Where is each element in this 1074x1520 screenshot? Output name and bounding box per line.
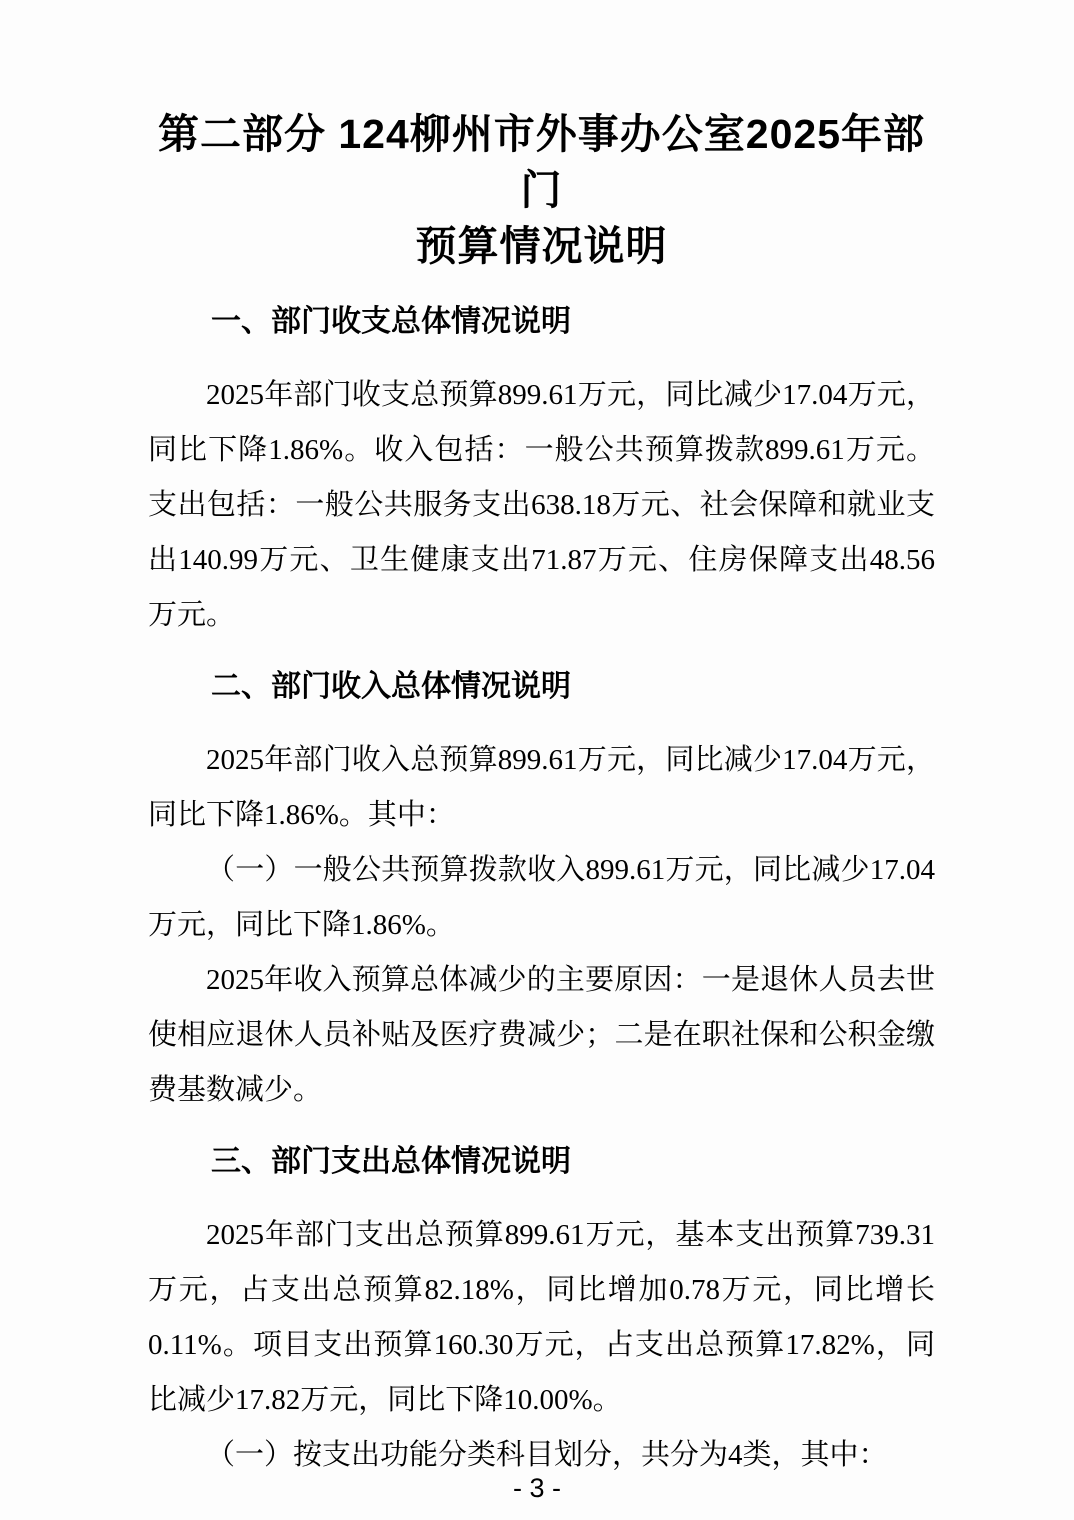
page-title-line-2: 预算情况说明: [415, 223, 668, 269]
paragraph: 2025年收入预算总体减少的主要原因：一是退休人员去世使相应退休人员补贴及医疗费减少；二是在职社保和公积金缴费基数减少。: [148, 964, 935, 1106]
section-heading-income-expense-overview: 一、部门收支总体情况说明: [211, 305, 571, 338]
page-title-line-1: 第二部分 124柳州市外事办公室2025年部门: [157, 111, 925, 213]
paragraph: （一）一般公共预算拨款收入899.61万元，同比减少17.04万元，同比下降1.86%。: [148, 854, 935, 941]
section-heading-income-overview: 二、部门收入总体情况说明: [211, 670, 571, 703]
paragraph: （一）按支出功能分类科目划分，共分为4类，其中：: [206, 1439, 888, 1471]
page-number: - 3 -: [512, 1473, 561, 1503]
paragraph: 2025年部门收支总预算899.61万元，同比减少17.04万元，同比下降1.86%。收入包括：一般公共预算拨款899.61万元。支出包括：一般公共服务支出638.18万元、社会保障和就业支出140.99万元、卫生健康支出71.87万元、住房保障支出48.56万元。: [148, 379, 935, 631]
section-heading-expenditure-overview: 三、部门支出总体情况说明: [211, 1145, 571, 1178]
paragraph: 2025年部门支出总预算899.61万元，基本支出预算739.31万元，占支出总预算82.18%，同比增加0.78万元，同比增长0.11%。项目支出预算160.30万元，占支出总预算17.82%，同比减少17.82万元，同比下降10.00%。: [148, 1219, 935, 1416]
page-title: [148, 106, 935, 274]
paragraph: 2025年部门收入总预算899.61万元，同比减少17.04万元，同比下降1.86%。其中：: [148, 744, 935, 831]
document-content: [0, 106, 1074, 1483]
